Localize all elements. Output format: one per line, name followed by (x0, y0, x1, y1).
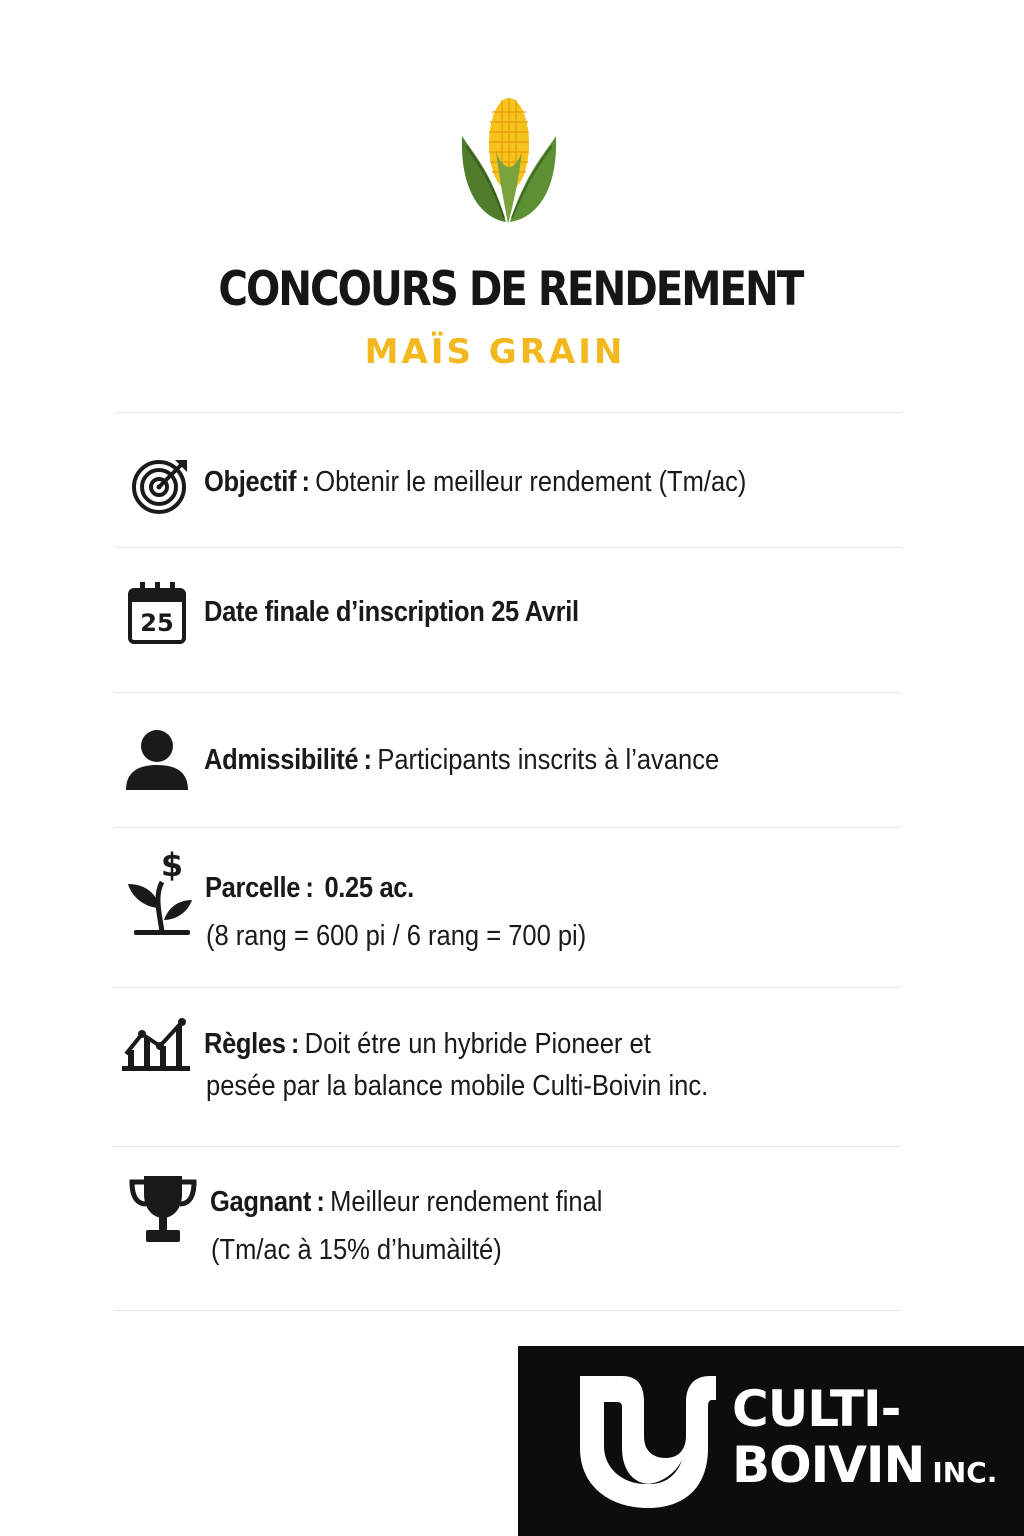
divider (114, 827, 900, 828)
eligibility-label: Admissibilité (204, 744, 359, 776)
rules-label: Règles (204, 1028, 286, 1060)
divider (114, 692, 900, 693)
winner-text: Meilleur rendement final (330, 1186, 603, 1218)
divider (116, 547, 902, 548)
plot-detail: (8 rang = 600 pi / 6 rang = 700 pi) (206, 920, 587, 952)
chart-icon (120, 1016, 192, 1074)
rules-text-2: pesée par la balance mobile Culti-Boivin inc. (206, 1070, 709, 1102)
calendar-icon (127, 580, 189, 646)
page-subtitle: MAÏS GRAIN (364, 332, 626, 372)
info-row-winner (118, 1172, 898, 1282)
objective-label: Objectif (204, 466, 297, 498)
rules-separator: : (290, 1028, 300, 1060)
info-row-deadline (118, 580, 898, 650)
winner-detail: (Tm/ac à 15% d’humàilté) (211, 1234, 502, 1266)
winner-label: Gagnant (210, 1186, 312, 1218)
trophy-icon (128, 1172, 198, 1244)
divider (116, 412, 902, 413)
plot-value: 0.25 ac. (324, 872, 414, 904)
person-icon (124, 728, 190, 792)
divider (114, 1310, 900, 1311)
brand-line-1: CULTI- (732, 1380, 901, 1438)
objective-separator: : (301, 466, 310, 498)
winner-separator: : (316, 1186, 325, 1218)
info-row-plot (118, 846, 898, 966)
money-plant-icon (124, 846, 194, 938)
corn-logo-icon (452, 92, 564, 228)
culti-boivin-mark-icon (574, 1372, 724, 1512)
objective-text: Obtenir le meilleur rendement (Tm/ac) (315, 466, 747, 498)
info-row-objective (118, 456, 898, 520)
divider (112, 1146, 900, 1147)
divider (112, 987, 900, 988)
eligibility-separator: : (363, 744, 373, 776)
deadline-label: Date finale d’inscription 25 Avril (204, 596, 579, 628)
info-row-eligibility (118, 728, 898, 794)
brand-line-2: BOIVIN (732, 1436, 925, 1494)
plot-separator: : (305, 872, 314, 904)
plot-label: Parcelle (205, 872, 301, 904)
target-icon (131, 456, 191, 516)
svg-text:$: $ (160, 846, 184, 884)
page-title: CONCOURS DE RENDEMENT (218, 262, 803, 317)
culti-boivin-logo (518, 1346, 1024, 1536)
brand-suffix: INC. (932, 1456, 998, 1489)
rules-text: Doit étre un hybride Pioneer et (304, 1028, 651, 1060)
info-row-rules (118, 1012, 898, 1122)
calendar-day: 25 (140, 609, 174, 637)
eligibility-text: Participants inscrits à l’avance (377, 744, 720, 776)
